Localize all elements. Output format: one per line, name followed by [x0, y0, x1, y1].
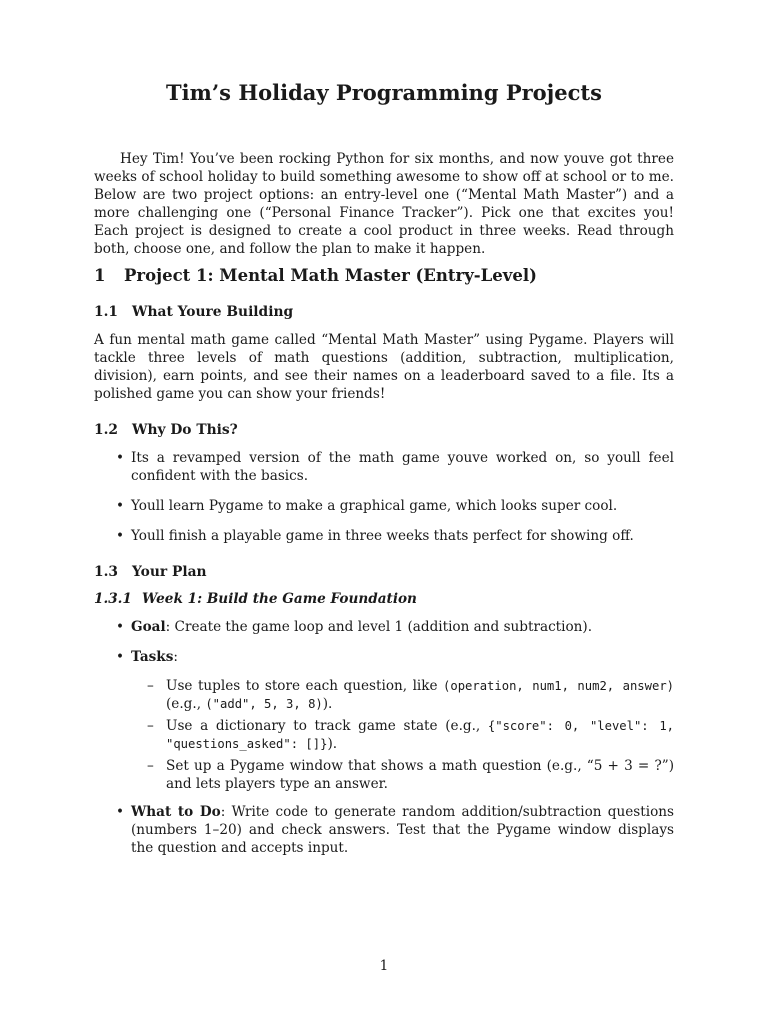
task-item	[131, 677, 674, 713]
why-bullet-list	[94, 449, 674, 545]
what-to-do-text: : Write code to generate random addition/subtraction questions (numbers 1–20) and check answers. Test that the Pygame window displays the question and accepts input.	[131, 804, 675, 856]
what-youre-building-paragraph: A fun mental math game called “Mental Math Master” using Pygame. Players will tackle three levels of math questions (addition, subtraction, multiplication, division), earn points, and see their names on a leaderboard saved to a file. Its a polished game you can show your friends!	[94, 332, 674, 402]
bullet-icon: •	[116, 528, 125, 544]
section-title: Project 1: Mental Math Master (Entry-Level)	[124, 266, 537, 285]
subsection-1-1-heading	[94, 304, 293, 320]
list-item	[94, 449, 674, 485]
code-snippet: {"score": 0, "level": 1, "questions_asked": []}	[166, 719, 674, 751]
section-1-heading	[94, 266, 537, 285]
goal-label: Goal	[131, 619, 166, 635]
code-snippet: (operation, num1, num2, answer)	[443, 679, 674, 693]
task-text: Use tuples to store each question, like	[166, 678, 444, 694]
subsection-title: Why Do This?	[132, 422, 238, 438]
task-text: Use a dictionary to track game state (e.g.,	[166, 718, 488, 734]
page-number: 1	[379, 958, 389, 974]
goal-item	[94, 618, 674, 636]
dash-icon: –	[147, 718, 154, 734]
code-snippet: ("add", 5, 3, 8)	[205, 697, 323, 711]
tasks-label: Tasks	[131, 649, 174, 665]
subsection-number: 1.1	[94, 304, 119, 320]
document-title: Tim’s Holiday Programming Projects	[166, 80, 602, 105]
bullet-icon: •	[116, 450, 125, 466]
bullet-icon: •	[116, 619, 125, 635]
list-item	[94, 497, 674, 515]
task-text: (e.g.,	[166, 696, 206, 712]
section-number: 1	[94, 266, 106, 285]
subsection-number: 1.3	[94, 564, 119, 580]
tasks-sublist	[131, 677, 674, 793]
subsection-1-2-heading	[94, 422, 238, 438]
intro-paragraph: Hey Tim! You’ve been rocking Python for six months, and now youve got three weeks of school holiday to build something awesome to show off at school or to me. Below are two project options: an entry-level one (“Mental Math Master”) and a more challenging one (“Personal Finance Tracker”). Pick one that excites you! Each project is designed to create a cool product in three weeks. Read through both, choose one, and follow the plan to make it happen.	[94, 151, 674, 257]
task-text: ).	[322, 696, 333, 712]
week-1-heading	[94, 591, 417, 607]
subsection-1-3-heading	[94, 564, 207, 580]
what-to-do-item	[94, 803, 674, 857]
dash-icon: –	[147, 758, 154, 774]
tasks-colon: :	[173, 649, 178, 665]
subsection-title: What Youre Building	[132, 304, 294, 320]
subsection-title: Your Plan	[132, 564, 207, 580]
bullet-icon: •	[116, 649, 125, 665]
what-to-do-label: What to Do	[131, 804, 221, 820]
subsection-number: 1.2	[94, 422, 119, 438]
task-text: ).	[327, 736, 338, 752]
dash-icon: –	[147, 678, 154, 694]
subsubsection-title: Week 1: Build the Game Foundation	[142, 591, 417, 607]
goal-text: : Create the game loop and level 1 (addition and subtraction).	[165, 619, 593, 635]
task-text: Set up a Pygame window that shows a math question (e.g., “5 + 3 = ?”) and lets players type an answer.	[166, 758, 674, 792]
task-item	[131, 717, 674, 753]
task-item	[131, 757, 674, 793]
tasks-item	[94, 648, 674, 793]
list-item-text: Youll learn Pygame to make a graphical game, which looks super cool.	[131, 498, 618, 514]
list-item-text: Its a revamped version of the math game youve worked on, so youll feel confident with the basics.	[131, 450, 674, 484]
bullet-icon: •	[116, 498, 125, 514]
week-1-list	[94, 618, 674, 857]
list-item-text: Youll finish a playable game in three weeks thats perfect for showing off.	[131, 528, 634, 544]
subsubsection-number: 1.3.1	[94, 591, 132, 607]
list-item	[94, 527, 674, 545]
bullet-icon: •	[116, 804, 125, 820]
